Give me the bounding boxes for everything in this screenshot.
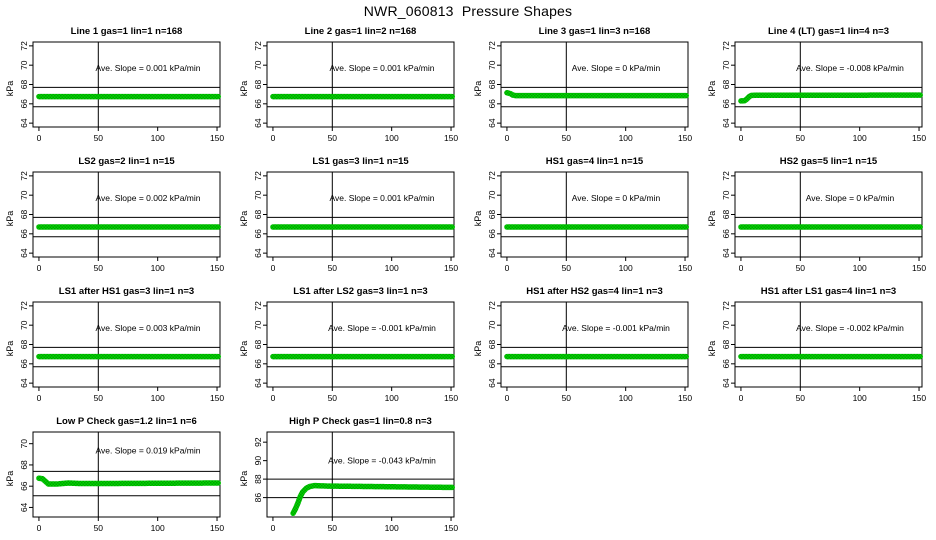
panel-high-p-check [234,410,468,540]
panel-plot-ls2 [0,150,234,280]
x-tick-label: 0 [504,393,510,403]
y-tick-label: 70 [19,190,29,200]
panel-title: High P Check gas=1 lin=0.8 n=3 [289,416,432,427]
x-tick-label: 0 [738,133,744,143]
panel-ls1-after-ls2 [234,280,468,410]
slope-annotation: Ave. Slope = 0.001 kPa/min [95,62,201,73]
plot-box [33,42,220,127]
plot-box [735,172,922,257]
panel-plot-ls1-after-hs1 [0,280,234,410]
y-tick-label: 72 [19,171,29,181]
x-tick-label: 150 [209,393,225,403]
y-tick-label: 68 [487,209,497,220]
x-tick-label: 100 [852,393,867,403]
x-tick-label: 100 [852,263,867,273]
slope-annotation: Ave. Slope = 0.001 kPa/min [329,192,435,203]
slope-annotation: Ave. Slope = 0 kPa/min [805,192,895,203]
y-tick-label: 64 [19,248,29,258]
plot-box [501,42,688,127]
slope-annotation: Ave. Slope = 0 kPa/min [571,192,661,203]
y-tick-label: 64 [487,118,497,128]
y-tick-label: 70 [19,320,29,330]
panel-title: HS1 after LS1 gas=4 lin=1 n=3 [760,286,897,297]
plot-box [33,302,220,387]
y-tick-label: 68 [19,209,29,220]
x-tick-label: 100 [150,263,165,273]
plot-box [267,302,454,387]
slope-annotation: Ave. Slope = -0.008 kPa/min [796,62,904,73]
slope-annotation: Ave. Slope = -0.043 kPa/min [328,455,436,466]
y-tick-label: 68 [487,79,497,90]
x-tick-label: 150 [677,133,693,143]
y-axis-label: kPa [707,80,717,97]
panel-plot-low-p-check [0,410,234,540]
x-tick-label: 50 [795,263,806,273]
y-tick-label: 68 [253,209,263,220]
x-tick-label: 150 [443,133,459,143]
x-tick-label: 150 [911,263,927,273]
panel-title: Line 3 gas=1 lin=3 n=168 [538,26,651,37]
y-tick-label: 68 [19,460,29,470]
panel-hs2 [702,150,936,280]
x-tick-label: 50 [327,263,338,273]
y-tick-label: 64 [721,378,731,388]
x-tick-label: 100 [384,393,399,403]
x-tick-label: 150 [677,263,693,273]
y-tick-label: 66 [487,359,497,369]
y-tick-label: 66 [487,99,497,109]
y-tick-label: 72 [721,301,731,311]
y-tick-label: 64 [721,118,731,128]
x-tick-label: 100 [150,523,165,533]
panel-low-p-check [0,410,234,540]
y-tick-label: 70 [721,190,731,200]
panel-plot-line-1 [0,20,234,150]
y-axis-label: kPa [5,80,15,97]
slope-annotation: Ave. Slope = 0.001 kPa/min [329,62,435,73]
y-tick-label: 66 [253,229,263,239]
x-tick-label: 50 [327,393,338,403]
panel-title: Line 2 gas=1 lin=2 n=168 [304,26,417,37]
x-tick-label: 50 [93,263,104,273]
slope-annotation: Ave. Slope = 0.019 kPa/min [95,445,201,456]
panel-title: Line 4 (LT) gas=1 lin=4 n=3 [768,26,889,37]
x-tick-label: 0 [738,393,744,403]
y-tick-label: 68 [19,339,29,350]
x-tick-label: 0 [504,133,510,143]
x-tick-label: 50 [93,133,104,143]
y-tick-label: 66 [721,99,731,109]
y-axis-label: kPa [239,210,249,227]
panel-ls1 [234,150,468,280]
panel-line-1 [0,20,234,150]
chart-title: NWR_060813 Pressure Shapes [363,3,573,19]
panel-title: HS2 gas=5 lin=1 n=15 [779,156,878,167]
y-tick-label: 72 [721,171,731,181]
x-tick-label: 50 [327,523,338,533]
panel-plot-ls1 [234,150,468,280]
y-tick-label: 66 [721,359,731,369]
y-tick-label: 68 [721,339,731,350]
y-tick-label: 70 [721,60,731,70]
panel-plot-high-p-check [234,410,468,540]
plot-box [735,302,922,387]
slope-annotation: Ave. Slope = 0.002 kPa/min [95,192,201,203]
y-axis-label: kPa [239,470,249,487]
y-tick-label: 64 [721,248,731,258]
slope-annotation: Ave. Slope = -0.001 kPa/min [328,322,436,333]
panel-plot-hs1-after-ls1 [702,280,936,410]
y-tick-label: 64 [19,502,29,513]
y-tick-label: 72 [253,41,263,51]
panel-plot-line-2 [234,20,468,150]
panel-line-4-lt [702,20,936,150]
panel-ls2 [0,150,234,280]
panel-hs1-after-ls1 [702,280,936,410]
x-tick-label: 0 [270,523,276,533]
y-tick-label: 66 [721,229,731,239]
panel-title: LS1 gas=3 lin=1 n=15 [312,156,409,167]
panel-hs1-after-hs2 [468,280,702,410]
x-tick-label: 150 [443,523,459,533]
x-tick-label: 0 [270,263,276,273]
panel-title: LS1 after LS2 gas=3 lin=1 n=3 [293,286,428,297]
x-tick-label: 100 [384,133,399,143]
y-tick-label: 66 [253,99,263,109]
y-tick-label: 66 [19,99,29,109]
y-tick-label: 66 [19,359,29,369]
y-tick-label: 72 [19,41,29,51]
data-series [507,93,686,96]
panel-title: LS2 gas=2 lin=1 n=15 [78,156,175,167]
y-tick-label: 70 [487,190,497,200]
x-tick-label: 0 [504,263,510,273]
x-tick-label: 150 [443,263,459,273]
y-axis-label: kPa [473,210,483,227]
y-tick-label: 86 [253,492,263,503]
y-tick-label: 70 [253,190,263,200]
y-axis-label: kPa [5,210,15,227]
y-tick-label: 72 [19,301,29,311]
panel-plot-hs1 [468,150,702,280]
y-tick-label: 64 [19,378,29,388]
y-tick-label: 70 [19,438,29,449]
y-axis-label: kPa [473,80,483,97]
x-tick-label: 150 [677,393,693,403]
y-tick-label: 72 [487,301,497,311]
y-axis-label: kPa [239,340,249,357]
x-tick-label: 50 [561,393,572,403]
y-tick-label: 70 [253,320,263,330]
x-tick-label: 100 [618,263,633,273]
x-tick-label: 100 [384,263,399,273]
y-tick-label: 68 [19,79,29,90]
x-tick-label: 100 [384,523,399,533]
plot-box [267,42,454,127]
panel-title: HS1 gas=4 lin=1 n=15 [545,156,644,167]
x-tick-label: 150 [911,133,927,143]
plot-box [501,302,688,387]
x-tick-label: 0 [36,393,42,403]
y-tick-label: 66 [253,359,263,369]
x-tick-label: 50 [561,263,572,273]
y-tick-label: 68 [253,339,263,350]
x-tick-label: 50 [93,393,104,403]
y-tick-label: 70 [487,320,497,330]
y-tick-label: 68 [721,79,731,90]
x-tick-label: 0 [738,263,744,273]
y-tick-label: 72 [253,301,263,311]
y-tick-label: 72 [487,171,497,181]
x-tick-label: 100 [618,393,633,403]
slope-annotation: Ave. Slope = -0.002 kPa/min [796,322,904,333]
y-tick-label: 64 [19,118,29,128]
panel-grid [0,20,936,540]
y-tick-label: 64 [253,378,263,388]
y-tick-label: 66 [19,229,29,239]
x-tick-label: 0 [36,133,42,143]
x-tick-label: 50 [561,133,572,143]
y-tick-label: 72 [253,171,263,181]
y-axis-label: kPa [473,340,483,357]
x-tick-label: 100 [150,393,165,403]
panel-hs1 [468,150,702,280]
x-tick-label: 100 [150,133,165,143]
y-tick-label: 64 [253,118,263,128]
x-tick-label: 0 [270,133,276,143]
panel-line-2 [234,20,468,150]
panel-plot-line-3 [468,20,702,150]
panel-plot-ls1-after-ls2 [234,280,468,410]
y-tick-label: 92 [253,437,263,447]
x-tick-label: 0 [36,263,42,273]
x-tick-label: 150 [443,393,459,403]
data-series [293,486,452,514]
y-tick-label: 64 [487,248,497,258]
y-axis-label: kPa [5,340,15,357]
plot-box [267,172,454,257]
plot-box [33,172,220,257]
y-tick-label: 70 [721,320,731,330]
slope-annotation: Ave. Slope = 0.003 kPa/min [95,322,201,333]
slope-annotation: Ave. Slope = 0 kPa/min [571,62,661,73]
y-tick-label: 66 [487,229,497,239]
panel-ls1-after-hs1 [0,280,234,410]
x-tick-label: 150 [209,263,225,273]
y-axis-label: kPa [707,210,717,227]
x-tick-label: 100 [618,133,633,143]
x-tick-label: 50 [327,133,338,143]
y-tick-label: 88 [253,474,263,484]
plot-box [735,42,922,127]
y-tick-label: 68 [253,79,263,90]
y-tick-label: 70 [253,60,263,70]
y-axis-label: kPa [5,470,15,487]
x-tick-label: 0 [270,393,276,403]
data-series [39,478,218,484]
y-tick-label: 66 [19,481,29,491]
panel-title: LS1 after HS1 gas=3 lin=1 n=3 [58,286,195,297]
y-tick-label: 72 [487,41,497,51]
x-tick-label: 50 [795,393,806,403]
panel-title: Low P Check gas=1.2 lin=1 n=6 [56,416,197,427]
x-tick-label: 150 [911,393,927,403]
y-axis-label: kPa [707,340,717,357]
x-tick-label: 150 [209,133,225,143]
y-tick-label: 70 [487,60,497,70]
y-tick-label: 70 [19,60,29,70]
slope-annotation: Ave. Slope = -0.001 kPa/min [562,322,670,333]
panel-title: Line 1 gas=1 lin=1 n=168 [70,26,183,37]
x-tick-label: 0 [36,523,42,533]
x-tick-label: 100 [852,133,867,143]
y-tick-label: 64 [487,378,497,388]
y-tick-label: 72 [721,41,731,51]
panel-plot-hs1-after-hs2 [468,280,702,410]
y-tick-label: 68 [721,209,731,220]
panel-line-3 [468,20,702,150]
y-tick-label: 64 [253,248,263,258]
plot-box [501,172,688,257]
y-tick-label: 90 [253,455,263,466]
x-tick-label: 50 [795,133,806,143]
panel-plot-line-4-lt [702,20,936,150]
y-axis-label: kPa [239,80,249,97]
panel-title: HS1 after HS2 gas=4 lin=1 n=3 [526,286,663,297]
x-tick-label: 150 [209,523,225,533]
y-tick-label: 68 [487,339,497,350]
panel-plot-hs2 [702,150,936,280]
x-tick-label: 50 [93,523,104,533]
data-series [741,95,920,101]
